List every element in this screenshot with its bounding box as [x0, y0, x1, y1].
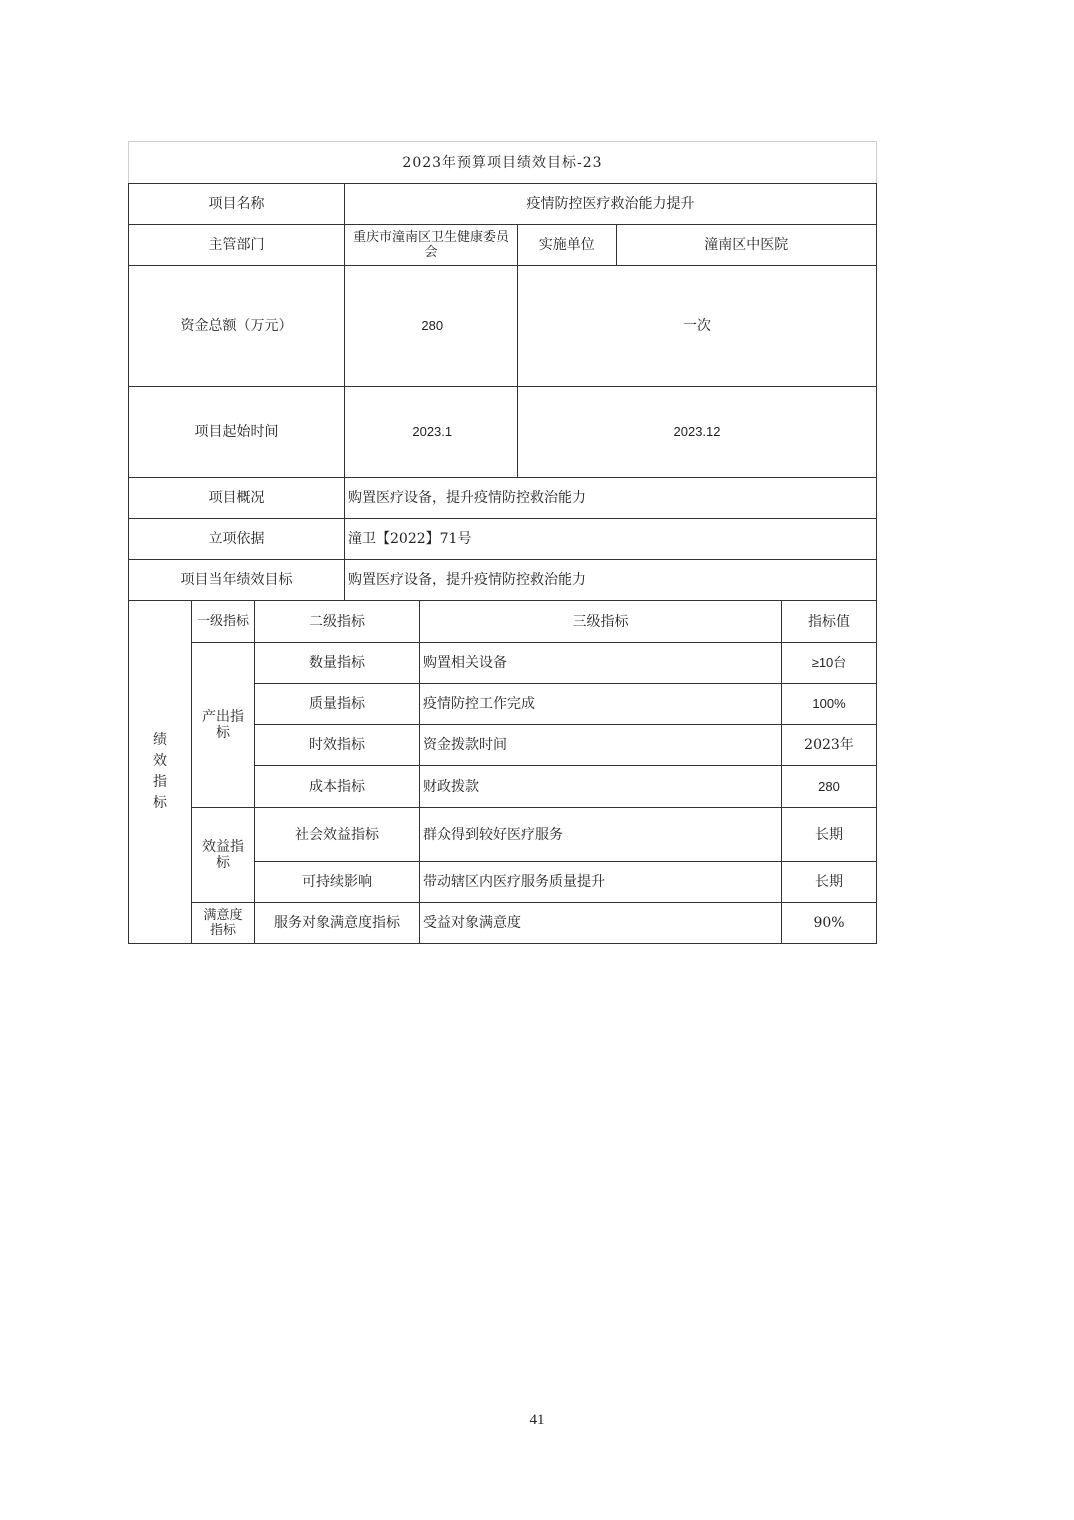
- end-value: 2023.12: [518, 387, 877, 478]
- value-cell: 2023年: [782, 725, 877, 766]
- performance-target-table: [128, 141, 877, 944]
- level3-cell: 疫情防控工作完成: [420, 684, 782, 725]
- level3-cell: 受益对象满意度: [420, 903, 782, 944]
- level3-cell: 资金拨款时间: [420, 725, 782, 766]
- impl-unit-label: 实施单位: [518, 225, 616, 265]
- dept-label: 主管部门: [129, 225, 345, 266]
- level2-cell: 数量指标: [255, 643, 420, 684]
- fund-value: 280: [345, 266, 518, 386]
- goal-label: 项目当年绩效目标: [129, 560, 345, 601]
- performance-target-sheet: [128, 141, 876, 944]
- level3-cell: 财政拨款: [420, 766, 782, 808]
- impl-unit-value: 潼南区中医院: [704, 237, 789, 253]
- nature-value: 一次: [518, 266, 877, 387]
- level2-cell: 社会效益指标: [255, 808, 420, 862]
- value-cell: 长期: [782, 808, 877, 862]
- benefit-indicator-label: 效益指标: [192, 808, 255, 903]
- header-level3: 三级指标: [420, 601, 782, 643]
- basis-label: 立项依据: [129, 519, 345, 560]
- start-label: 项目起始时间: [129, 387, 345, 478]
- start-cell: [345, 387, 518, 478]
- output-indicator-label: 产出指标: [192, 643, 255, 808]
- level2-cell: 成本指标: [255, 766, 420, 808]
- basis-value: 潼卫【2022】71号: [345, 519, 877, 560]
- level2-cell: 质量指标: [255, 684, 420, 725]
- level2-cell: 时效指标: [255, 725, 420, 766]
- header-level1: 一级指标: [192, 601, 255, 643]
- project-name-value: 疫情防控医疗救治能力提升: [345, 184, 877, 225]
- header-value: 指标值: [782, 601, 877, 643]
- header-level2: 二级指标: [255, 601, 420, 643]
- fund-label: 资金总额（万元）: [129, 266, 345, 387]
- dept-value: 重庆市潼南区卫生健康委员会: [345, 225, 518, 266]
- value-cell: ≥10台: [782, 643, 877, 684]
- overview-label: 项目概况: [129, 478, 345, 519]
- satisfaction-indicator-label: 满意度指标: [192, 903, 255, 944]
- value-cell: 280: [782, 766, 877, 808]
- level2-cell: 服务对象满意度指标: [255, 903, 420, 944]
- impl-cell: [518, 225, 877, 266]
- level3-cell: 群众得到较好医疗服务: [420, 808, 782, 862]
- table-title: 2023年预算项目绩效目标-23: [129, 142, 877, 184]
- indicator-group-text: 绩效指标: [153, 732, 167, 811]
- page-number: 41: [529, 1412, 545, 1428]
- value-cell: 长期: [782, 862, 877, 903]
- impl-subtable: [518, 225, 876, 265]
- value-cell: 100%: [782, 684, 877, 725]
- start-value: 2023.1: [345, 387, 518, 477]
- indicator-group-label: [129, 601, 192, 944]
- level3-cell: 带动辖区内医疗服务质量提升: [420, 862, 782, 903]
- level2-cell: 可持续影响: [255, 862, 420, 903]
- goal-value: 购置医疗设备，提升疫情防控救治能力: [345, 560, 877, 601]
- fund-subtable: [345, 266, 518, 386]
- start-subtable: [345, 387, 518, 477]
- value-cell: 90%: [782, 903, 877, 944]
- level3-cell: 购置相关设备: [420, 643, 782, 684]
- project-name-label: 项目名称: [129, 184, 345, 225]
- fund-cell: [345, 266, 518, 387]
- overview-value: 购置医疗设备，提升疫情防控救治能力: [345, 478, 877, 519]
